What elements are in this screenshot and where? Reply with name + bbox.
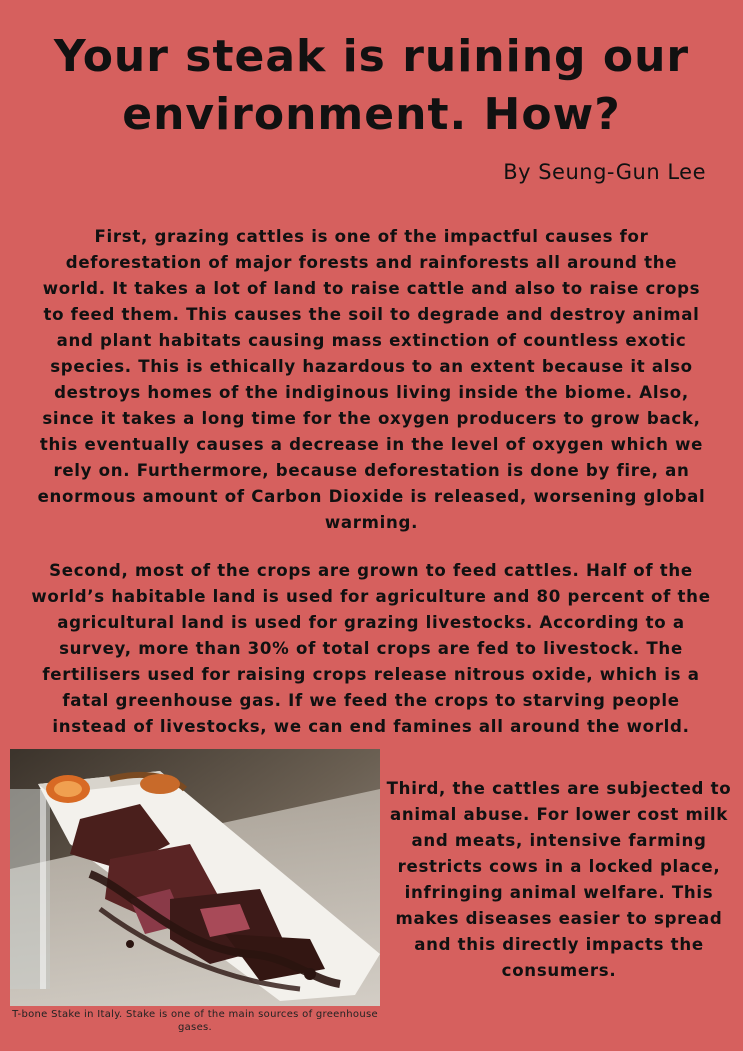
article-byline: By Seung-Gun Lee: [503, 160, 706, 184]
paragraph-animal-abuse: Third, the cattles are subjected to animal abuse. For lower cost milk and meats, intensive farming restricts cows in a locked place, infringing animal welfare. This makes diseases easier to spread and this directly impacts the consumers.: [386, 779, 732, 980]
article-title: Your steak is ruining our environment. How?: [53, 31, 690, 140]
photo-caption: T-bone Stake in Italy. Stake is one of the main sources of greenhouse gases.: [12, 1009, 378, 1033]
steak-photo: [10, 749, 380, 1006]
paragraph-crops: Second, most of the crops are grown to feed cattles. Half of the world’s habitable land is used for agriculture and 80 percent of the agricultural land is used for grazing livestocks. According to a survey, more than 30% of total crops are fed to livestock. The fertilisers used for raising crops release nitrous oxide, which is a fatal greenhouse gas. If we feed the crops to starving people instead of livestocks, we can end famines all around the world.: [31, 561, 711, 736]
paragraph-deforestation: First, grazing cattles is one of the impactful causes for deforestation of major forests and rainforests all around the world. It takes a lot of land to raise cattle and also to raise crops to feed them. This causes the soil to degrade and destroy animal and plant habitats causing mass extinction of countless exotic species. This is ethically hazardous to an extent because it also destroys homes of the indiginous living inside the biome. Also, since it takes a long time for the oxygen producers to grow back, this eventually causes a decrease in the level of oxygen which we rely on. Furthermore, because deforestation is done by fire, an enormous amount of Carbon Dioxide is released, worsening global warming.: [37, 227, 706, 532]
